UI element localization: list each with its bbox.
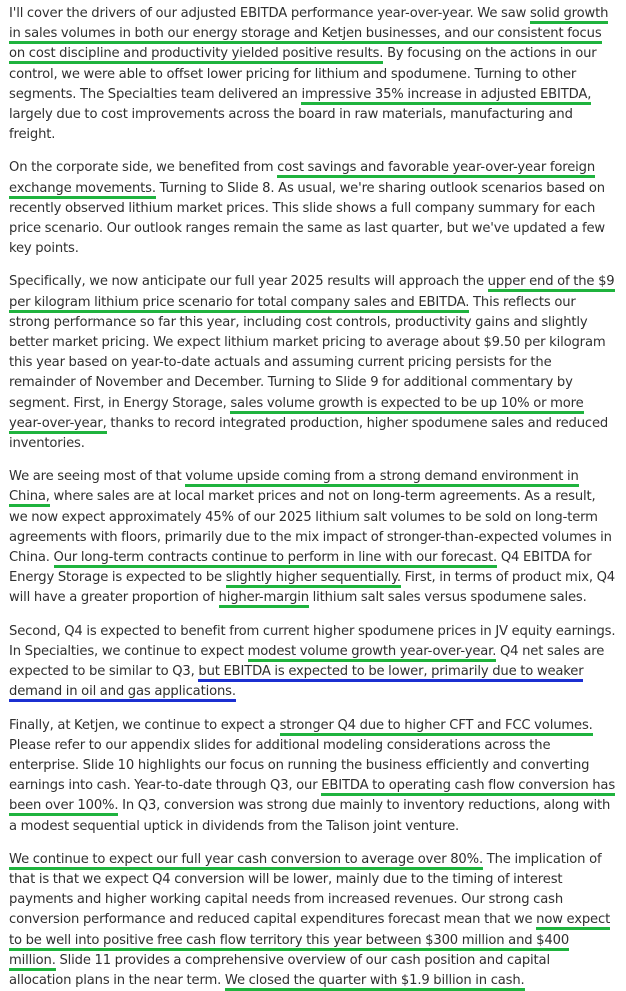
text-segment: largely due to cost improvements across the board in raw materials, manufacturing and freight.	[9, 107, 573, 143]
text-segment: On the corporate side, we benefited from	[9, 160, 278, 176]
green-underlined-highlight: stronger Q4 due to higher CFT and FCC volumes.	[280, 718, 593, 736]
green-underlined-highlight: higher-margin	[219, 590, 309, 608]
green-underlined-highlight: slightly higher sequentially.	[226, 570, 401, 588]
green-underlined-highlight: impressive 35% increase in adjusted EBITDA,	[301, 87, 591, 105]
paragraph-4	[9, 467, 616, 608]
paragraph-1	[9, 4, 616, 145]
green-underlined-highlight: Our long-term contracts continue to perform in line with our forecast.	[54, 550, 498, 568]
text-segment: lithium salt sales versus spodumene sales.	[308, 590, 587, 606]
paragraph-2	[9, 158, 616, 259]
green-underlined-highlight: sales volume growth is expected to be up 10% or more year-over-year,	[9, 396, 584, 434]
text-segment: Q4 EBITDA for Energy Storage is expected to be	[9, 550, 592, 586]
text-segment: Finally, at Ketjen, we continue to expect a	[9, 717, 280, 733]
paragraph-5	[9, 622, 616, 703]
text-segment: Please refer to our appendix slides for additional modeling considerations across the enterprise. Slide 10 highlights our focus on running the business efficiently and converting earnings into cash. Year-to-date through Q3, our	[9, 737, 590, 794]
text-segment: In Q3, conversion was strong due mainly to inventory reductions, along with a modest sequential uptick in dividends from the Talison joint venture.	[9, 798, 611, 834]
green-underlined-highlight: We closed the quarter with $1.9 billion in cash.	[225, 973, 525, 991]
green-underlined-highlight: EBITDA to operating cash flow conversion has been over 100%.	[9, 778, 615, 816]
paragraph-6	[9, 716, 616, 837]
text-segment: Specifically, we now anticipate our full year 2025 results will approach the	[9, 274, 488, 290]
text-segment: This reflects our strong performance so far this year, including cost controls, productivity gains and slightly better market pricing. We expect lithium market pricing to average about $9.50 per kilogram this year based on year-to-date actuals and assuming current pricing persists for the remainder of November and December. Turning to Slide 9 for additional commentary by segment. First, in Energy Storage,	[9, 294, 606, 411]
text-segment: Q4 net sales are expected to be similar to Q3,	[9, 643, 605, 680]
green-underlined-highlight: cost savings and favorable year-over-year foreign exchange movements.	[9, 160, 595, 198]
paragraph-7	[9, 850, 616, 991]
text-segment: I'll cover the drivers of our adjusted EBITDA performance year-over-year. We saw	[9, 6, 530, 21]
paragraph-3	[9, 272, 616, 454]
text-segment: By focusing on the actions in our control, we were able to offset lower pricing for lithium and spodumene. Turning to other segments. The Specialties team delivered an	[9, 46, 597, 102]
text-segment: thanks to record integrated production, higher spodumene sales and reduced inventories.	[9, 415, 609, 452]
green-underlined-highlight: modest volume growth year-over-year.	[248, 644, 497, 662]
text-segment: First, in terms of product mix, Q4 will have a greater proportion of	[9, 570, 615, 606]
green-underlined-highlight: We continue to expect our full year cash conversion to average over 80%.	[9, 852, 483, 870]
green-underlined-highlight: now expect to be well into positive free cash flow territory this year between $300 million and $400 million.	[9, 912, 610, 970]
blue-underlined-highlight: but EBITDA is expected to be lower, primarily due to weaker demand in oil and gas applications.	[9, 664, 583, 702]
text-segment: The implication of that is that we expect Q4 conversion will be lower, mainly due to the timing of interest payments and higher working capital needs from increased revenues. Our strong cash conversion performance and reduced capital expenditures forecast mean that we	[9, 851, 602, 928]
text-segment: where sales are at local market prices and not on long-term agreements. As a result, we now expect approximately 45% of our 2025 lithium salt volumes to be sold on long-term agreements with floors, primarily due to the mix impact of stronger-than-expected volumes in China.	[9, 489, 612, 566]
green-underlined-highlight: upper end of the $9 per kilogram lithium price scenario for total company sales and EBITDA.	[9, 274, 615, 312]
text-segment: Second, Q4 is expected to benefit from current higher spodumene prices in JV equity earnings. In Specialties, we continue to expect	[9, 623, 616, 659]
text-segment: We are seeing most of that	[9, 469, 186, 485]
green-underlined-highlight: volume upside coming from a strong demand environment in China,	[9, 469, 579, 507]
text-segment: Slide 11 provides a comprehensive overview of our cash position and capital allocation plans in the near term.	[9, 952, 550, 988]
text-segment: Turning to Slide 8. As usual, we're sharing outlook scenarios based on recently observed lithium market prices. This slide shows a full company summary for each price scenario. Our outlook ranges remain the same as last quarter, but we've updated a few key points.	[9, 180, 605, 257]
green-underlined-highlight: solid growth in sales volumes in both our energy storage and Ketjen businesses, and our consistent focus on cost discipline and productivity yielded positive results.	[9, 6, 608, 64]
